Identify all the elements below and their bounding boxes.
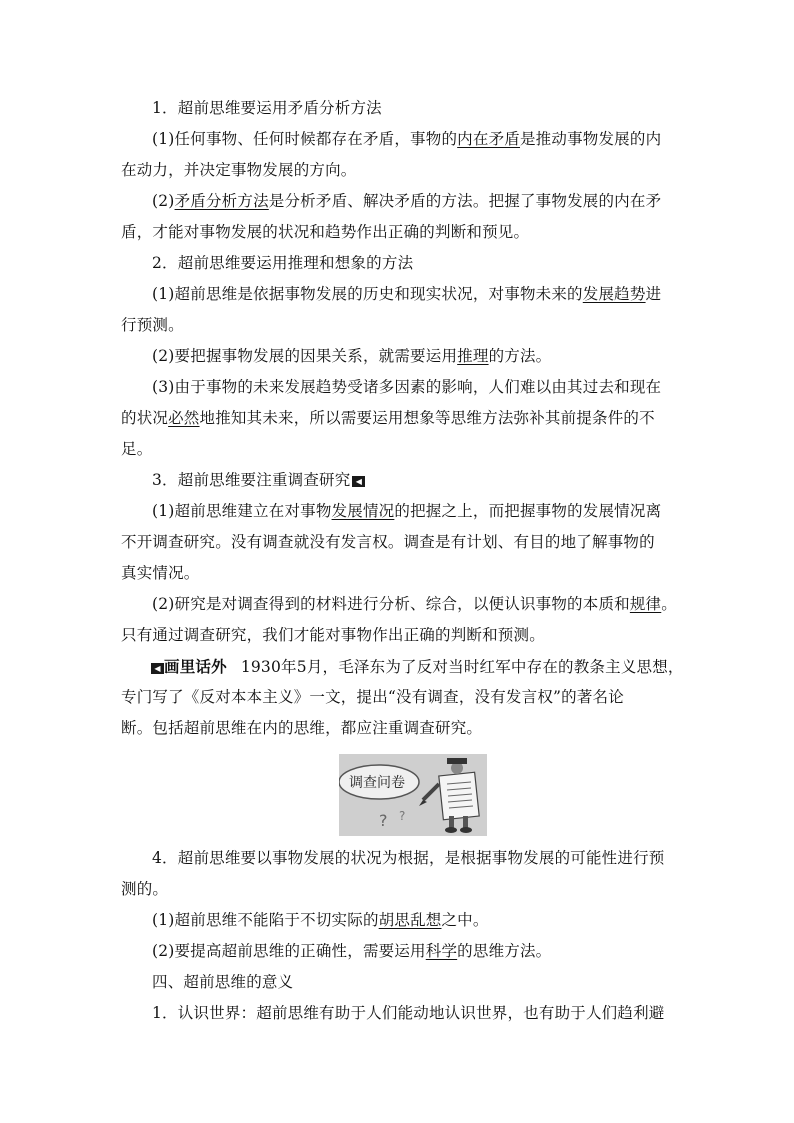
text-run: (2)要把握事物发展的因果关系，就需要运用 xyxy=(152,347,458,365)
text-run: 不开调查研究。没有调查就没有发言权。调查是有计划、有目的地了解事物的 xyxy=(121,533,655,551)
text-run: 只有通过调查研究，我们才能对事物作出正确的判断和预测。 xyxy=(121,626,545,644)
section-3-para-1-line-3 xyxy=(121,558,200,589)
section-2-para-3-line-2 xyxy=(121,403,655,434)
survey-illustration xyxy=(339,754,487,836)
section-3-para-1-line-2 xyxy=(121,527,655,558)
underlined-term: 推理 xyxy=(457,347,489,365)
section-2-title xyxy=(152,248,413,279)
section-3-title-text: 3．超前思维要注重调查研究 xyxy=(152,471,351,489)
section-3-para-1-line-1 xyxy=(152,496,661,527)
text-run: (1)超前思维建立在对事物 xyxy=(152,502,332,520)
text-run: 1930年5月，毛泽东为了反对当时红军中存在的教条主义思想， xyxy=(240,658,684,676)
underlined-term: 胡思乱想 xyxy=(378,911,442,929)
text-run: 地推知其未来，所以需要运用想象等思维方法弥补其前提条件的不 xyxy=(199,409,655,427)
survey-sign-text: 调查问卷 xyxy=(349,775,405,791)
underlined-term: 内在矛盾 xyxy=(457,130,520,148)
underlined-term: 科学 xyxy=(425,942,458,960)
text-run: (1)任何事物、任何时候都存在矛盾，事物的 xyxy=(152,130,458,148)
text-run: 的方法。 xyxy=(488,347,552,365)
section-1-para-1-line-2 xyxy=(121,155,357,186)
svg-text:?: ? xyxy=(379,811,388,830)
text-run: 进 xyxy=(645,285,662,303)
section-2-para-3-line-1 xyxy=(152,372,661,403)
text-run: 的状况 xyxy=(121,409,169,427)
section-2-para-2 xyxy=(152,341,551,372)
section-2-para-1-line-1 xyxy=(152,279,661,310)
underlined-term: 矛盾分析方法 xyxy=(174,192,269,210)
aside-label: 画里话外 xyxy=(164,657,227,676)
text-run: 断。包括超前思维在内的思维，都应注重调查研究。 xyxy=(121,719,483,737)
underlined-term: 发展趋势 xyxy=(582,285,646,303)
part-4-heading-text: 四、超前思维的意义 xyxy=(152,973,294,991)
section-3-para-2-line-1 xyxy=(152,589,677,620)
text-run: 行预测。 xyxy=(121,316,184,334)
part-4-para-1 xyxy=(152,998,664,1029)
text-run: (2)要提高超前思维的正确性，需要运用 xyxy=(152,942,426,960)
aside-line-1 xyxy=(149,651,684,682)
section-2-para-1-line-2 xyxy=(121,310,184,341)
text-run: (1)超前思维是依据事物发展的历史和现实状况，对事物未来的 xyxy=(152,285,583,303)
reference-marker-icon: ◀ xyxy=(352,476,365,487)
underlined-term: 发展情况 xyxy=(331,502,395,520)
text-run: (2) xyxy=(152,192,175,210)
section-4-para-2 xyxy=(152,936,551,967)
text-run: (3)由于事物的未来发展趋势受诸多因素的影响，人们难以由其过去和现在 xyxy=(152,378,662,396)
section-1-para-2-line-1 xyxy=(152,186,661,217)
text-run: (1)超前思维不能陷于不切实际的 xyxy=(152,911,379,929)
section-4-title-line-1 xyxy=(152,843,664,874)
text-run: 测的。 xyxy=(121,880,169,898)
section-1-title xyxy=(152,93,382,124)
section-1-para-1-line-1 xyxy=(152,124,661,155)
text-run: (2)研究是对调查得到的材料进行分析、综合，以便认识事物的本质和 xyxy=(152,595,630,613)
text-run: 4．超前思维要以事物发展的状况为根据，是根据事物发展的可能性进行预 xyxy=(152,849,665,867)
section-4-para-1 xyxy=(152,905,489,936)
aside-line-3 xyxy=(121,713,482,744)
text-run: 是分析矛盾、解决矛盾的方法。把握了事物发展的内在矛 xyxy=(268,192,662,210)
text-run: 1．认识世界：超前思维有助于人们能动地认识世界，也有助于人们趋利避 xyxy=(152,1004,665,1022)
text-run: 。 xyxy=(661,595,677,613)
text-run: 是推动事物发展的内 xyxy=(519,130,662,148)
text-run: 足。 xyxy=(121,440,153,458)
text-run: 在动力，并决定事物发展的方向。 xyxy=(121,161,357,179)
text-run: 盾，才能对事物发展的状况和趋势作出正确的判断和预见。 xyxy=(121,223,530,241)
svg-text:?: ? xyxy=(399,809,406,823)
section-2-title-text: 2．超前思维要运用推理和想象的方法 xyxy=(152,254,414,272)
text-run: 之中。 xyxy=(441,911,489,929)
section-1-para-2-line-2 xyxy=(121,217,529,248)
section-2-para-3-line-3 xyxy=(121,434,152,465)
text-run: 的思维方法。 xyxy=(457,942,552,960)
text-run: 专门写了《反对本本主义》一文，提出“没有调查，没有发言权”的著名论 xyxy=(121,688,624,706)
section-3-para-2-line-2 xyxy=(121,620,545,651)
underlined-term: 必然 xyxy=(168,409,200,427)
section-3-title xyxy=(152,465,365,496)
section-4-title-line-2 xyxy=(121,874,168,905)
aside-line-2 xyxy=(121,682,624,713)
survey-illustration-drawing xyxy=(339,754,487,836)
text-run: 真实情况。 xyxy=(121,564,200,582)
underlined-term: 规律 xyxy=(629,595,662,613)
section-1-title-text: 1．超前思维要运用矛盾分析方法 xyxy=(152,99,382,117)
aside-marker-icon: ◀ xyxy=(151,663,164,674)
text-run: 的把握之上，而把握事物的发展情况离 xyxy=(394,502,662,520)
part-4-heading xyxy=(152,967,293,998)
